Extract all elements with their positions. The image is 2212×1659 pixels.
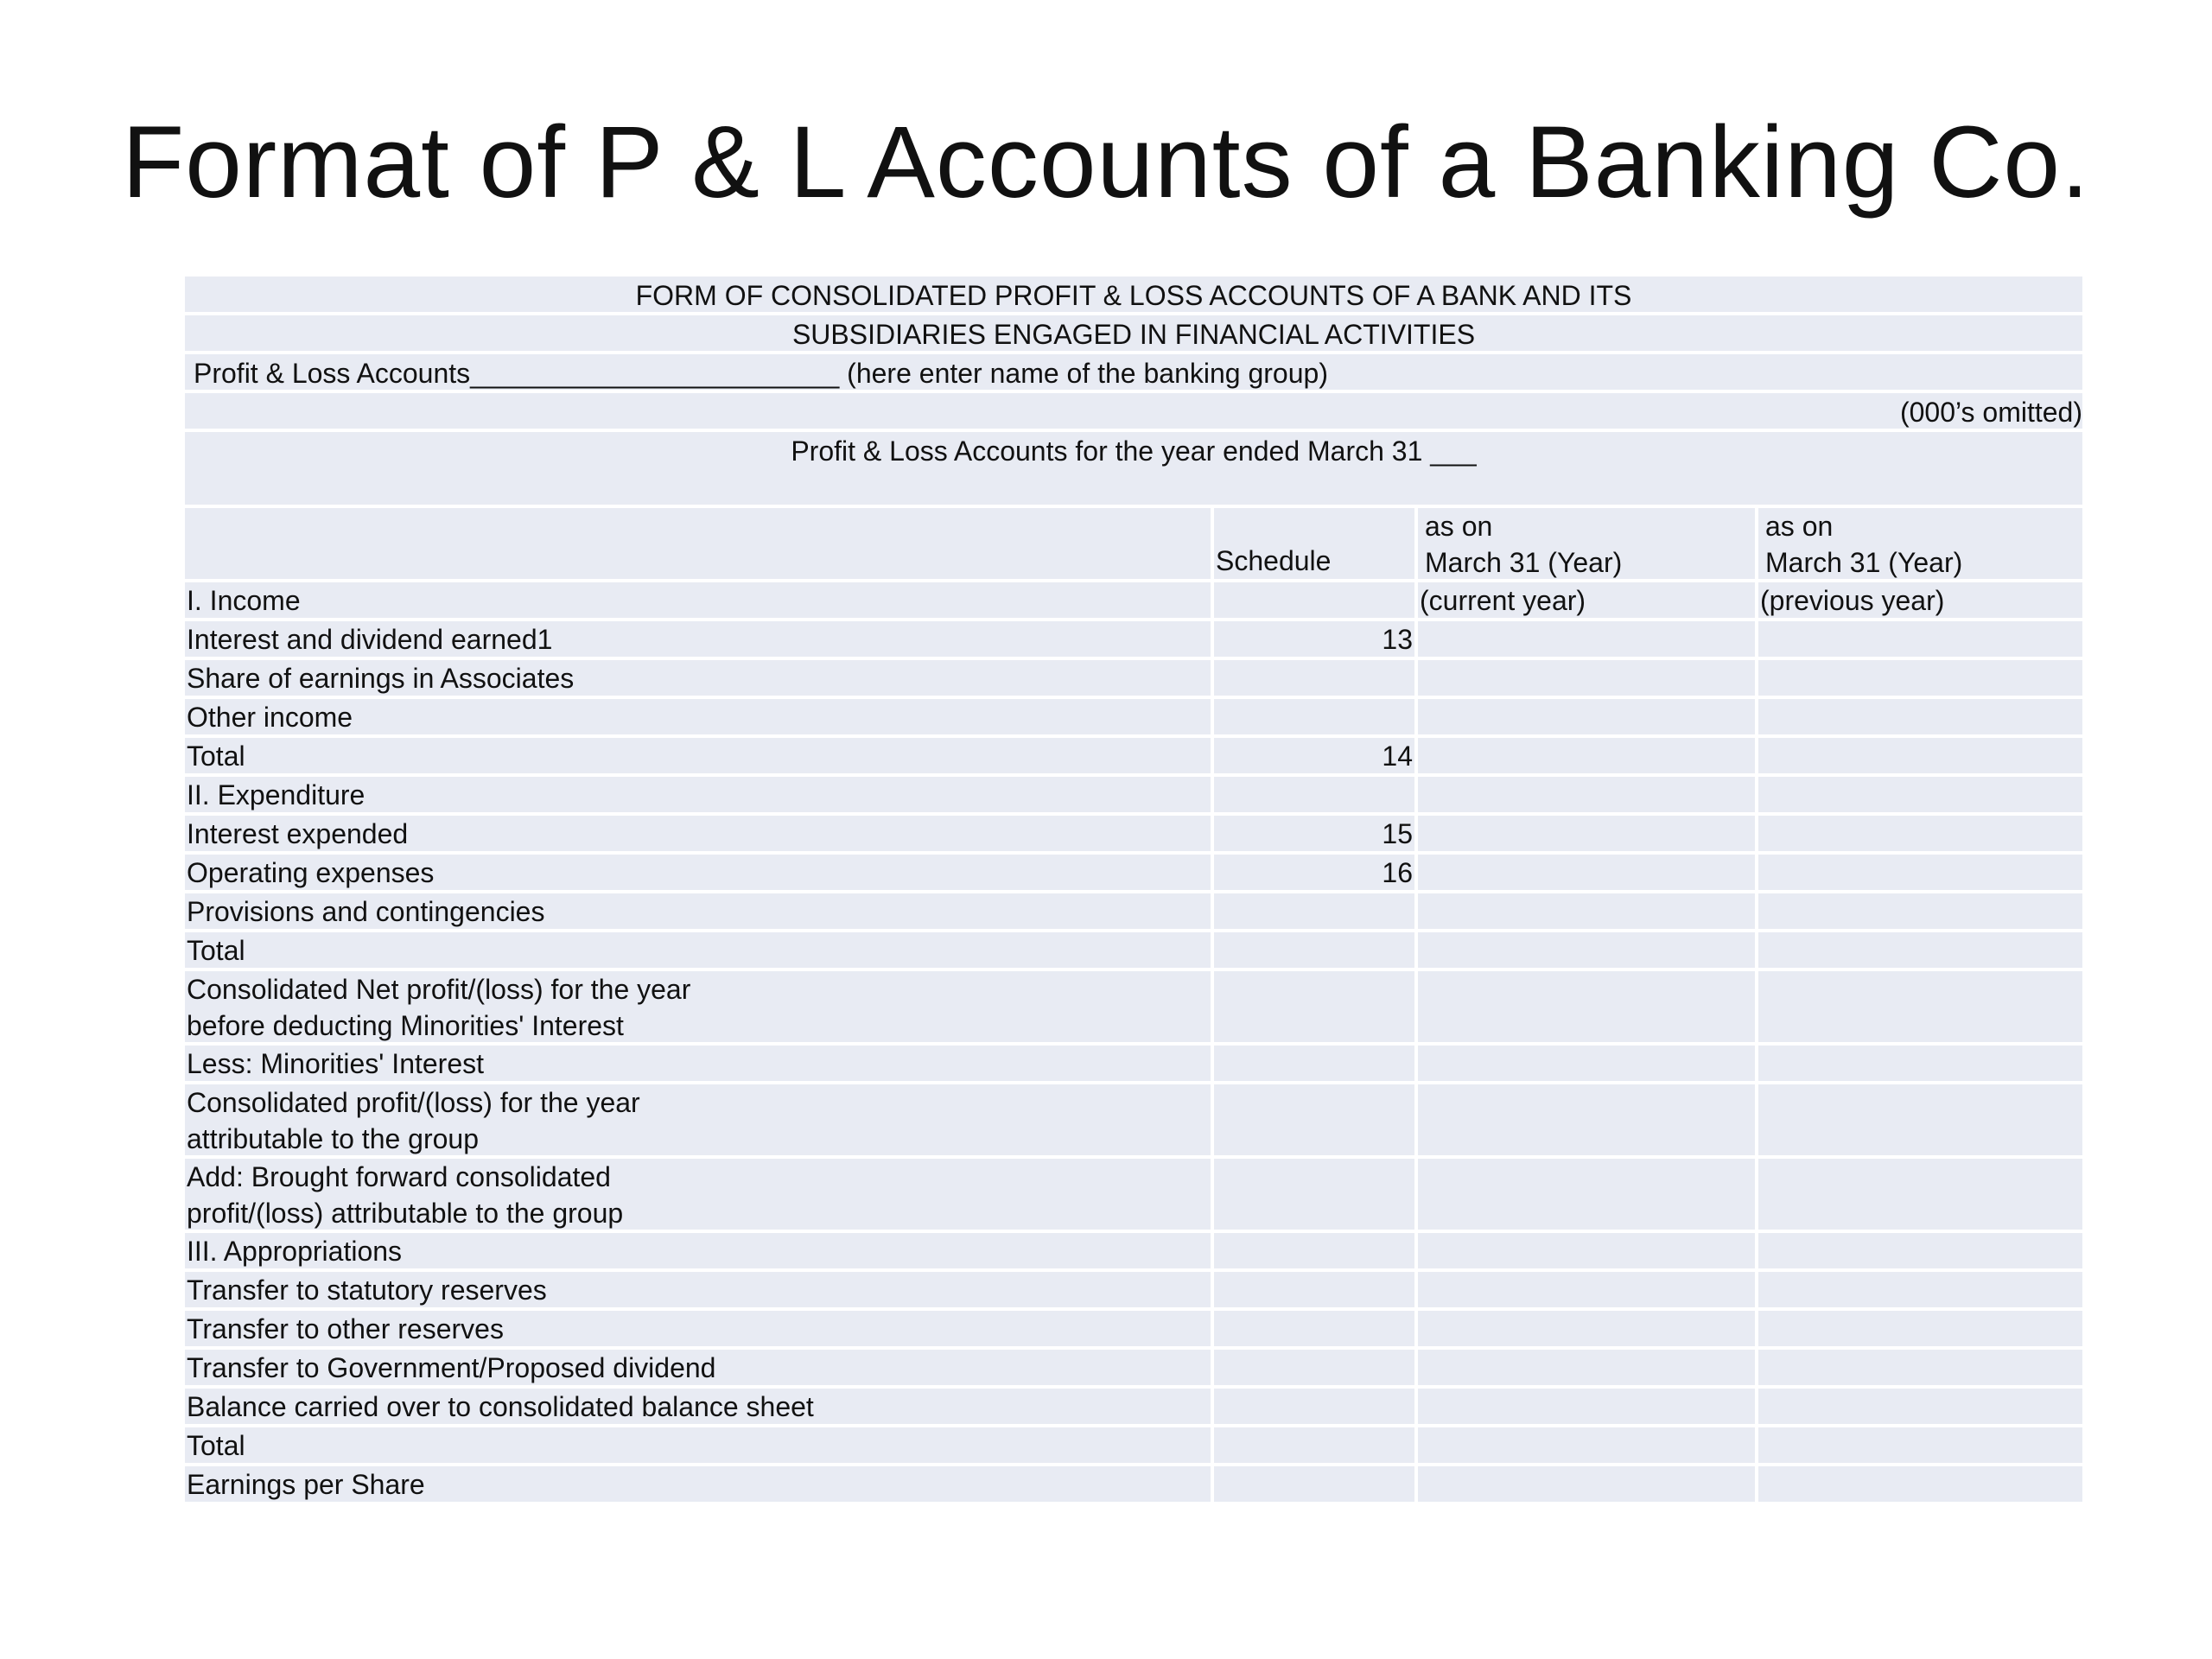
row-schedule [1211, 932, 1414, 968]
table-row [185, 660, 2082, 699]
row-schedule [1211, 1427, 1414, 1463]
row-label: I. Income [185, 582, 1211, 618]
table-body [185, 582, 2082, 1505]
table-row [185, 738, 2082, 777]
pl-form-table [185, 276, 2082, 1505]
row-schedule [1211, 1466, 1414, 1502]
table-row [185, 1084, 2082, 1159]
row-schedule [1211, 1046, 1414, 1081]
row-previous-year-value [1755, 971, 2082, 1042]
row-previous-year-value [1755, 816, 2082, 851]
row-previous-year-value [1755, 893, 2082, 929]
row-label: Total [185, 1427, 1211, 1463]
row-current-year-value [1414, 893, 1755, 929]
table-row [185, 932, 2082, 971]
row-current-year-value [1414, 699, 1755, 734]
row-schedule [1211, 699, 1414, 734]
row-current-year-value [1414, 738, 1755, 773]
row-current-year-value [1414, 582, 1755, 618]
table-row [185, 1350, 2082, 1389]
row-schedule: 15 [1211, 816, 1414, 851]
current-year-subheader: (current year) [1420, 585, 1586, 616]
table-row [185, 1233, 2082, 1272]
row-schedule: 14 [1211, 738, 1414, 773]
row-label: Interest expended [185, 816, 1211, 851]
row-label: Add: Brought forward consolidated profit/(loss) attributable to the group [185, 1159, 1211, 1230]
row-schedule [1211, 1084, 1414, 1155]
table-row [185, 1466, 2082, 1505]
row-label: Total [185, 738, 1211, 773]
row-schedule [1211, 1159, 1414, 1230]
row-label: Other income [185, 699, 1211, 734]
group-name-line: Profit & Loss Accounts________________________ (here enter name of the banking group) [185, 354, 2082, 393]
row-label: Operating expenses [185, 855, 1211, 890]
schedule-header: Schedule [1211, 508, 1414, 579]
row-label: Provisions and contingencies [185, 893, 1211, 929]
row-schedule [1211, 1272, 1414, 1307]
table-row [185, 1311, 2082, 1350]
row-schedule [1211, 1389, 1414, 1424]
row-current-year-value [1414, 1046, 1755, 1081]
header-label-cell [185, 508, 1211, 579]
row-previous-year-value [1755, 699, 2082, 734]
row-schedule [1211, 971, 1414, 1042]
row-previous-year-value [1755, 738, 2082, 773]
row-previous-year-value [1755, 621, 2082, 657]
row-current-year-value [1414, 855, 1755, 890]
row-schedule: 16 [1211, 855, 1414, 890]
row-previous-year-value [1755, 1350, 2082, 1385]
row-schedule [1211, 660, 1414, 696]
row-previous-year-value [1755, 855, 2082, 890]
period-line: Profit & Loss Accounts for the year ended March 31 ___ [185, 432, 2082, 508]
table-row [185, 1046, 2082, 1084]
row-previous-year-value [1755, 932, 2082, 968]
row-previous-year-value [1755, 660, 2082, 696]
form-heading-line-2: SUBSIDIARIES ENGAGED IN FINANCIAL ACTIVITIES [185, 315, 2082, 354]
table-row [185, 582, 2082, 621]
previous-year-header: as on March 31 (Year) [1755, 508, 2082, 579]
row-current-year-value [1414, 816, 1755, 851]
row-current-year-value [1414, 1350, 1755, 1385]
row-previous-year-value [1755, 1466, 2082, 1502]
row-label: II. Expenditure [185, 777, 1211, 812]
slide-title: Format of P & L Accounts of a Banking Co. [122, 105, 2090, 219]
row-current-year-value [1414, 1389, 1755, 1424]
row-label: Transfer to other reserves [185, 1311, 1211, 1346]
table-row [185, 855, 2082, 893]
row-current-year-value [1414, 971, 1755, 1042]
row-label: Transfer to Government/Proposed dividend [185, 1350, 1211, 1385]
row-schedule [1211, 777, 1414, 812]
row-label: Consolidated profit/(loss) for the year attributable to the group [185, 1084, 1211, 1155]
row-previous-year-value [1755, 1159, 2082, 1230]
row-label: Less: Minorities' Interest [185, 1046, 1211, 1081]
form-heading-line-1: FORM OF CONSOLIDATED PROFIT & LOSS ACCOUNTS OF A BANK AND ITS [185, 276, 2082, 315]
row-previous-year-value [1755, 1427, 2082, 1463]
row-current-year-value [1414, 660, 1755, 696]
row-schedule [1211, 1311, 1414, 1346]
row-current-year-value [1414, 1466, 1755, 1502]
row-current-year-value [1414, 1159, 1755, 1230]
row-current-year-value [1414, 621, 1755, 657]
row-schedule [1211, 1350, 1414, 1385]
table-row [185, 1159, 2082, 1233]
table-row [185, 621, 2082, 660]
row-previous-year-value [1755, 1272, 2082, 1307]
row-label: Balance carried over to consolidated balance sheet [185, 1389, 1211, 1424]
current-year-header: as on March 31 (Year) [1414, 508, 1755, 579]
row-current-year-value [1414, 777, 1755, 812]
row-schedule [1211, 893, 1414, 929]
column-header-row [185, 508, 2082, 582]
row-previous-year-value [1755, 582, 2082, 618]
table-row [185, 1272, 2082, 1311]
table-row [185, 1427, 2082, 1466]
row-current-year-value [1414, 1427, 1755, 1463]
row-schedule [1211, 582, 1414, 618]
row-current-year-value [1414, 1233, 1755, 1268]
table-row [185, 1389, 2082, 1427]
row-current-year-value [1414, 932, 1755, 968]
row-label: Consolidated Net profit/(loss) for the year before deducting Minorities' Interest [185, 971, 1211, 1042]
table-row [185, 699, 2082, 738]
row-label: Transfer to statutory reserves [185, 1272, 1211, 1307]
row-previous-year-value [1755, 777, 2082, 812]
row-current-year-value [1414, 1272, 1755, 1307]
table-row [185, 816, 2082, 855]
row-label: Earnings per Share [185, 1466, 1211, 1502]
row-schedule [1211, 1233, 1414, 1268]
row-current-year-value [1414, 1311, 1755, 1346]
row-current-year-value [1414, 1084, 1755, 1155]
table-row [185, 777, 2082, 816]
row-previous-year-value [1755, 1233, 2082, 1268]
row-previous-year-value [1755, 1046, 2082, 1081]
row-label: III. Appropriations [185, 1233, 1211, 1268]
table-row [185, 893, 2082, 932]
row-schedule: 13 [1211, 621, 1414, 657]
row-previous-year-value [1755, 1084, 2082, 1155]
row-previous-year-value [1755, 1389, 2082, 1424]
row-previous-year-value [1755, 1311, 2082, 1346]
previous-year-subheader: (previous year) [1760, 585, 1945, 616]
row-label: Share of earnings in Associates [185, 660, 1211, 696]
row-label: Interest and dividend earned1 [185, 621, 1211, 657]
row-label: Total [185, 932, 1211, 968]
table-row [185, 971, 2082, 1046]
omitted-note-row: (000’s omitted) [185, 393, 2082, 432]
